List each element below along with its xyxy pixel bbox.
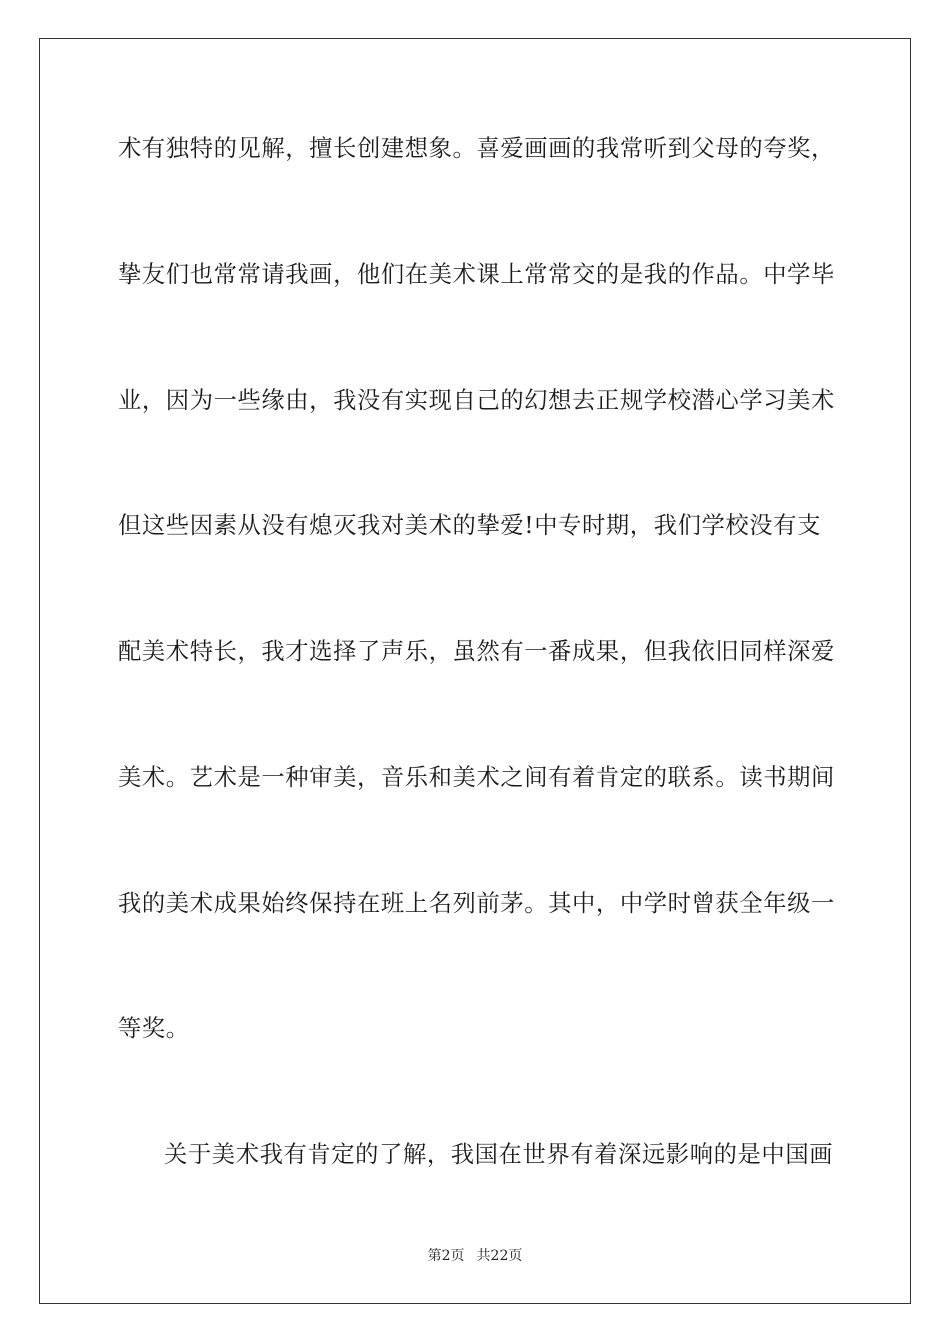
body-text-line-1: 术有独特的见解，擅长创建想象。喜爱画画的我常听到父母的夸奖， [118, 135, 835, 162]
body-text-line-2: 挚友们也常常请我画，他们在美术课上常常交的是我的作品。中学毕 [118, 261, 835, 288]
body-text-line-6: 美术。艺术是一种审美，音乐和美术之间有着肯定的联系。读书期间 [118, 764, 835, 791]
body-text-line-8: 等奖。 [118, 1015, 190, 1042]
page-number: 第2页 [427, 1248, 465, 1264]
body-text-line-5: 配美术特长，我才选择了声乐，虽然有一番成果，但我依旧同样深爱 [118, 638, 835, 665]
page-footer [0, 1246, 950, 1266]
page-total: 共22页 [476, 1248, 523, 1264]
body-text-line-7: 我的美术成果始终保持在班上名列前茅。其中，中学时曾获全年级一 [118, 890, 835, 917]
body-text-line-4: 但这些因素从没有熄灭我对美术的挚爱!中专时期，我们学校没有支 [118, 512, 821, 539]
body-text-line-9: 关于美术我有肯定的了解，我国在世界有着深远影响的是中国画 [164, 1141, 834, 1168]
body-text-line-3: 业，因为一些缘由，我没有实现自己的幻想去正规学校潜心学习美术 [118, 387, 835, 414]
